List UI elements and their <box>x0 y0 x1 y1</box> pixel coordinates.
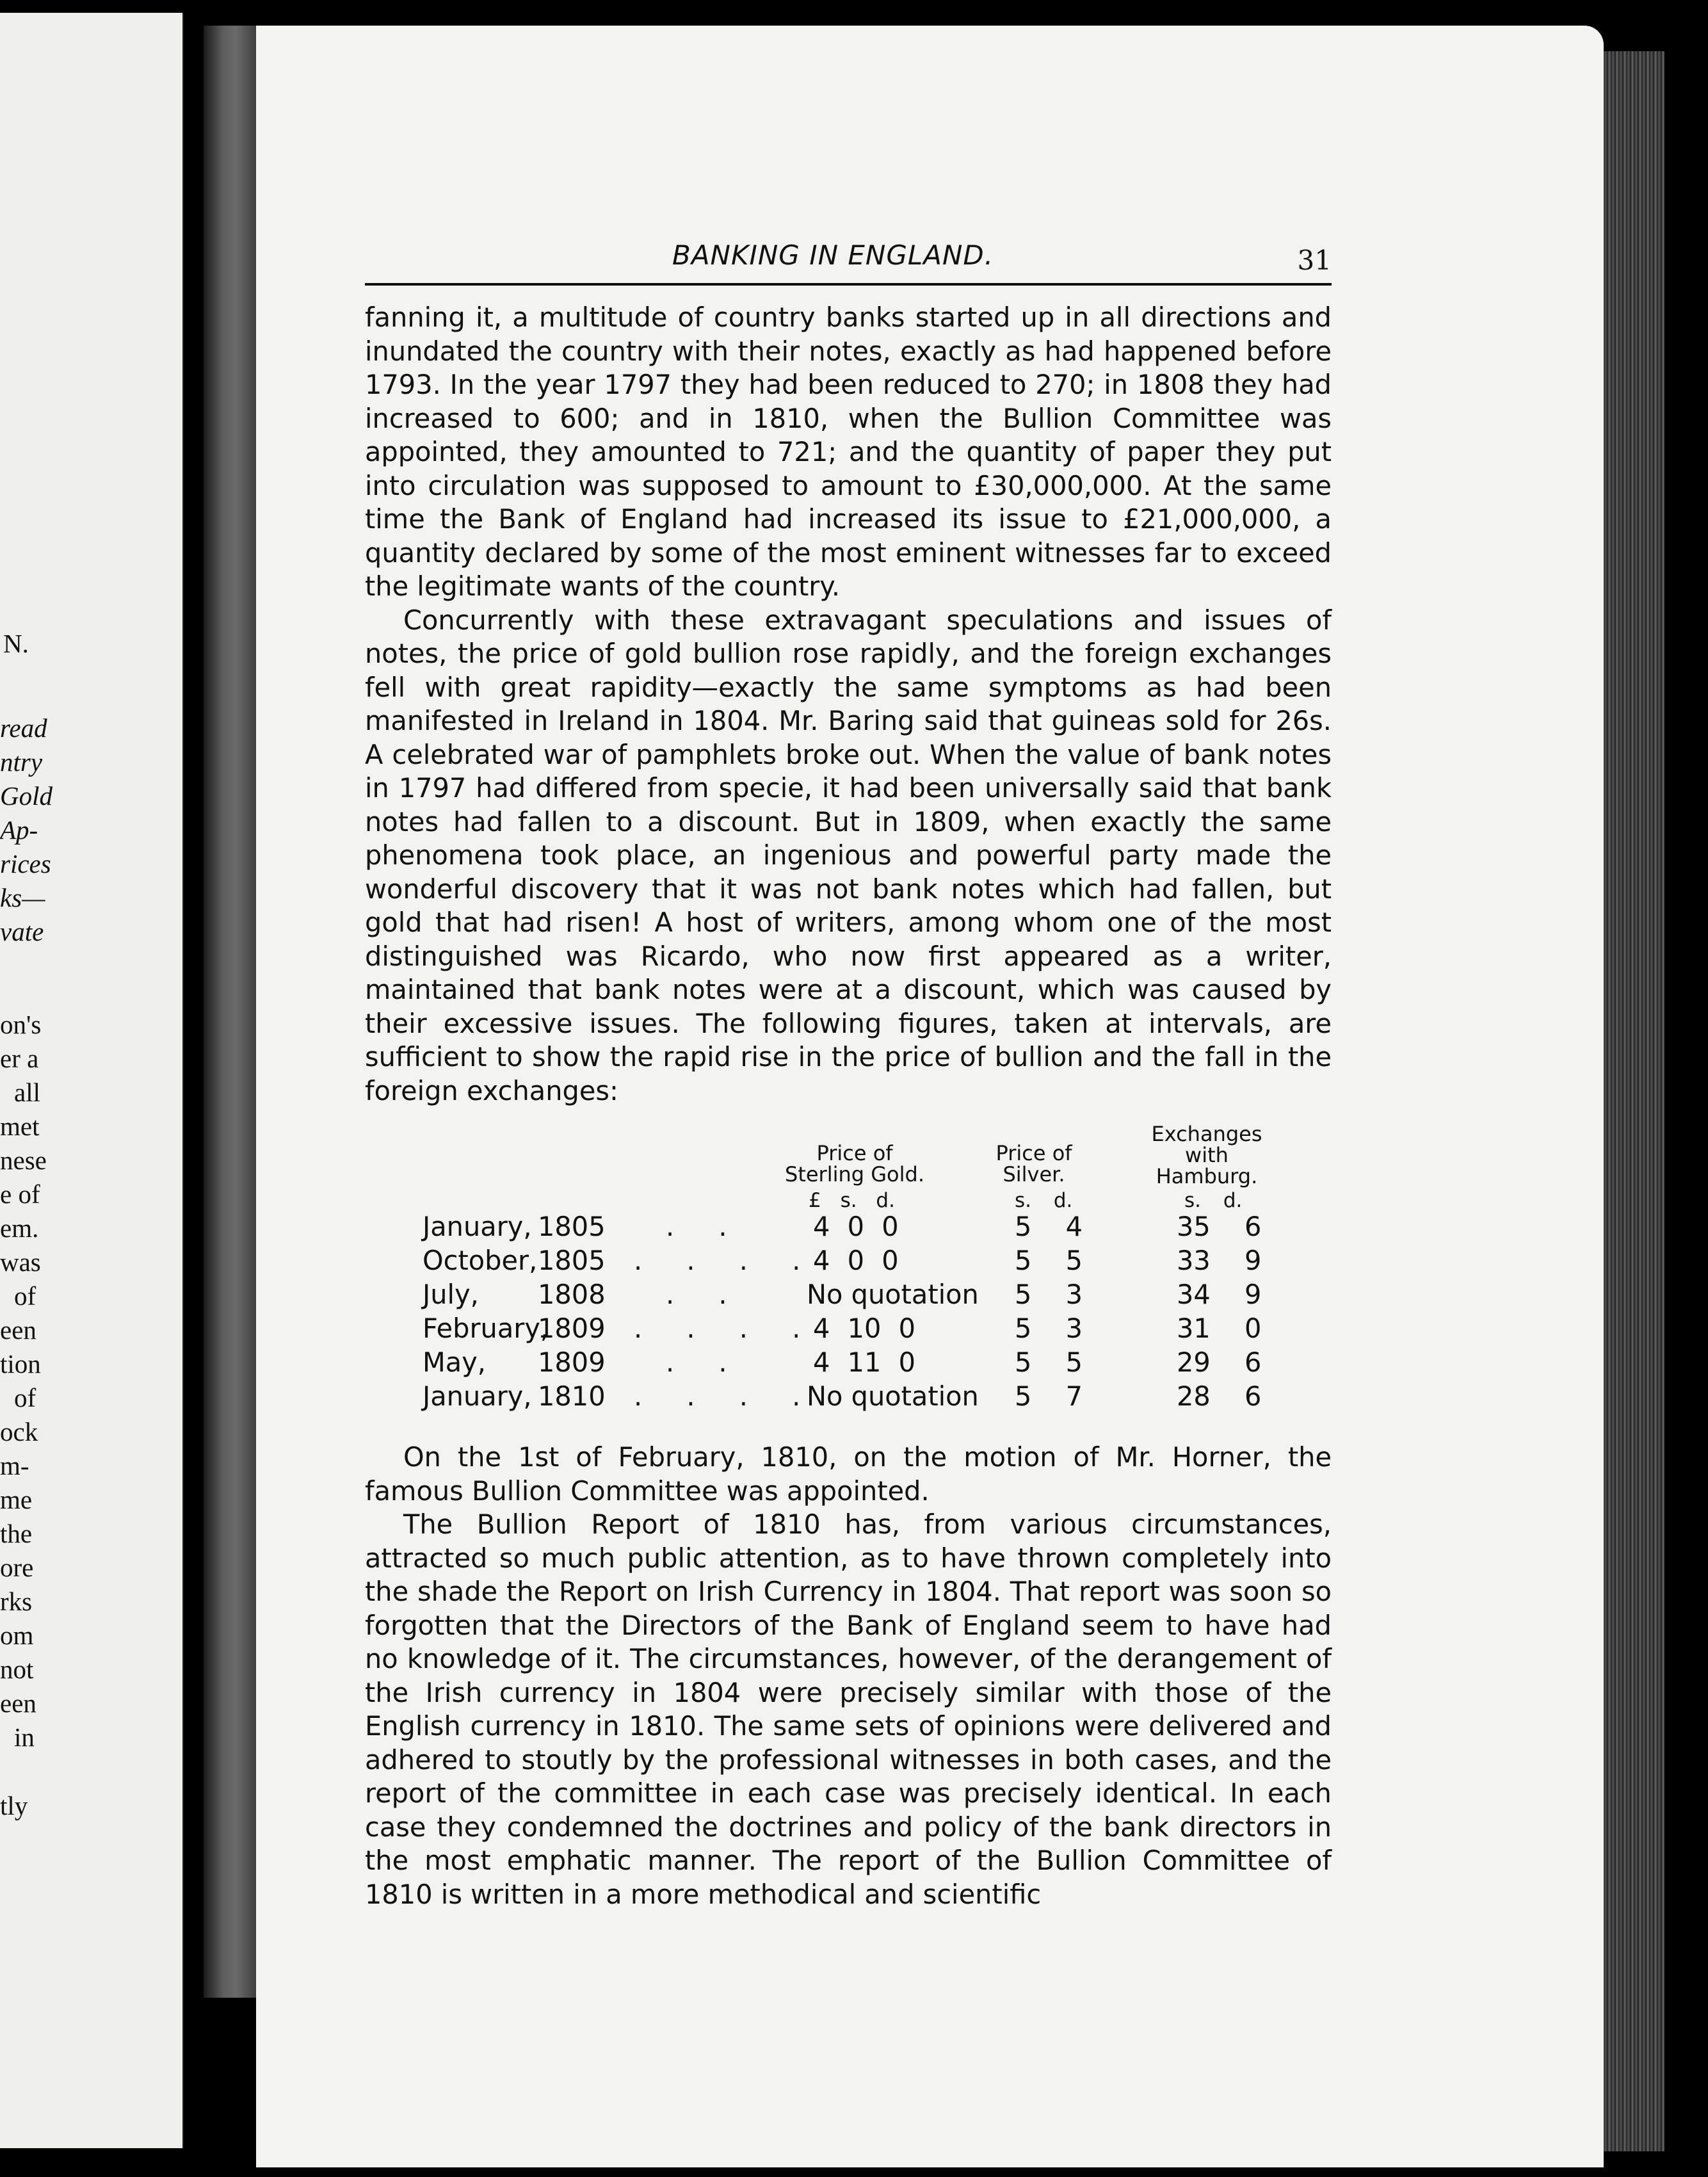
row-month: January, <box>423 1380 532 1412</box>
facing-page-fragment: e of <box>0 1179 40 1209</box>
header-hamburg: Exchanges with Hamburg. <box>1151 1122 1262 1188</box>
row-year: 1805 <box>538 1211 606 1242</box>
facing-page-fragment: ock <box>0 1417 38 1446</box>
row-dots: . . <box>666 1279 745 1310</box>
facing-page-fragment: m- <box>0 1451 29 1480</box>
running-head <box>365 239 1332 280</box>
units-hamburg: s. d. <box>1184 1189 1243 1212</box>
facing-page-fragment: ntry <box>0 747 43 777</box>
row-silver-price: 5 4 <box>1015 1211 1083 1242</box>
facing-page-fragment: Gold <box>0 781 52 811</box>
header-rule <box>365 283 1332 286</box>
table-row <box>365 1380 1332 1413</box>
facing-page-fragment: on's <box>0 1010 42 1039</box>
facing-page-fragment: tly <box>0 1791 28 1820</box>
row-silver-price: 5 7 <box>1015 1380 1083 1412</box>
facing-page-fragment: tion <box>0 1349 41 1379</box>
facing-page-fragment: rices <box>0 849 51 878</box>
facing-page-fragment: all <box>14 1078 40 1107</box>
facing-page-fragment: was <box>0 1247 41 1277</box>
row-silver-price: 5 5 <box>1015 1245 1083 1276</box>
row-silver-price: 5 5 <box>1015 1347 1083 1378</box>
row-year: 1809 <box>538 1347 606 1378</box>
row-year: 1809 <box>538 1313 606 1344</box>
facing-page-fragment: of <box>14 1281 36 1311</box>
table-row <box>365 1210 1332 1243</box>
row-gold-price: No quotation <box>807 1279 979 1310</box>
row-month: January, <box>423 1211 532 1242</box>
row-year: 1805 <box>538 1245 606 1276</box>
table-row <box>365 1312 1332 1345</box>
row-dots: . . <box>666 1347 745 1378</box>
facing-page-fragment: een <box>0 1315 36 1345</box>
facing-page-fragment: om <box>0 1621 34 1650</box>
book-gutter-shadow <box>204 26 258 1998</box>
row-year: 1808 <box>538 1279 606 1310</box>
row-silver-price: 5 3 <box>1015 1279 1083 1310</box>
row-hamburg-exchange: 34 9 <box>1177 1279 1262 1310</box>
facing-page-fragment: er a <box>0 1044 39 1073</box>
row-hamburg-exchange: 28 6 <box>1177 1380 1262 1412</box>
running-title: BANKING IN ENGLAND. <box>672 239 994 271</box>
facing-page-fragment: the <box>0 1519 33 1548</box>
row-hamburg-exchange: 33 9 <box>1177 1245 1262 1276</box>
row-gold-price: 4 0 0 <box>813 1245 899 1276</box>
facing-page-fragment: read <box>0 713 47 743</box>
row-year: 1810 <box>538 1380 606 1412</box>
row-gold-price: 4 10 0 <box>813 1313 915 1344</box>
table-row <box>365 1278 1332 1311</box>
facing-page-fragment: rks <box>0 1587 33 1616</box>
row-hamburg-exchange: 31 0 <box>1177 1313 1262 1344</box>
row-gold-price: 4 0 0 <box>813 1211 899 1242</box>
paragraph: fanning it, a multitude of country banks started up in all directions and inundated the country with their notes, exactly as had happened before 1793. In the year 1797 they had been reduced to 270; in 1808 they had increased to 600; and in 1810, when the Bullion Committee was appointed, they amounted to 721; and the quantity of paper they put into circulation was supposed to amount to £30,000,000. At the same time the Bank of England had increased its issue to £21,000,000, a quantity declared by some of the most eminent witnesses far to exceed the legitimate wants of the country. <box>365 302 1332 602</box>
header-silver: Price of Silver. <box>995 1141 1072 1186</box>
row-month: May, <box>423 1347 486 1378</box>
row-gold-price: No quotation <box>807 1380 979 1412</box>
facing-page-fragment: of <box>14 1383 36 1412</box>
facing-page-fragment: in <box>14 1722 35 1752</box>
header-gold: Price of Sterling Gold. <box>785 1141 924 1186</box>
row-silver-price: 5 3 <box>1015 1313 1083 1344</box>
row-dots: . . <box>666 1211 745 1242</box>
row-month: February, <box>423 1313 549 1344</box>
row-dots: . . . . <box>634 1313 819 1344</box>
facing-page-fragment: ks— <box>0 883 45 912</box>
facing-page-fragment: ore <box>0 1553 34 1582</box>
facing-page-fragment: not <box>0 1655 34 1684</box>
facing-page-fragment: me <box>0 1485 33 1514</box>
facing-page-fragment: Ap- <box>0 815 38 845</box>
row-month: July, <box>423 1279 479 1310</box>
facing-page-fragment: em. <box>0 1213 39 1243</box>
paragraph: Concurrently with these extravagant speculations and issues of notes, the price of gold bullion rose rapidly, and the foreign exchanges fell with great rapidity—exactly the same symptoms as had been manifested in Ireland in 1804. Mr. Baring said that guineas sold for 26s. A celebrated war of pamphlets broke out. When the value of bank notes in 1797 had differed from specie, it had been universally said that bank notes had fallen to a discount. But in 1809, when exactly the same phenomena took place, an ingenious and powerful party made the wonderful discovery that it was not bank notes which had fallen, but gold that had risen! A host of writers, among whom one of the most distinguished was Ricardo, who now first appeared as a writer, maintained that bank notes were at a discount, which was caused by their excessive issues. The following figures, taken at intervals, are sufficient to show the rapid rise in the price of bullion and the fall in the foreign exchanges: <box>365 604 1332 1106</box>
row-hamburg-exchange: 29 6 <box>1177 1347 1262 1378</box>
page-number: 31 <box>1297 245 1332 276</box>
paragraph: On the 1st of February, 1810, on the motion of Mr. Horner, the famous Bullion Committee was appointed. <box>365 1441 1332 1507</box>
units-gold: £ s. d. <box>809 1189 895 1212</box>
facing-page-fragment: vate <box>0 917 44 946</box>
facing-page-edge <box>0 13 184 2148</box>
bullion-price-table <box>365 1108 1332 1441</box>
paragraph: The Bullion Report of 1810 has, from various circumstances, attracted so much public attention, as to have thrown completely into the shade the Report on Irish Currency in 1804. That report was soon so forgotten that the Directors of the Bank of England seem to have had no knowledge of it. The circumstances, however, of the derangement of the Irish currency in 1804 were precisely similar with those of the English currency in 1810. The same sets of opinions were delivered and adhered to stoutly by the professional witnesses in both cases, and the report of the committee in each case was precisely identical. In each case they condemned the doctrines and policy of the bank directors in the most emphatic manner. The report of the Bullion Committee of 1810 is written in a more methodical and scientific <box>365 1509 1332 1910</box>
row-hamburg-exchange: 35 6 <box>1177 1211 1262 1242</box>
row-gold-price: 4 11 0 <box>813 1347 915 1378</box>
facing-page-fragment: nese <box>0 1145 47 1175</box>
facing-page-fragment: N. <box>3 629 29 658</box>
table-row <box>365 1346 1332 1379</box>
facing-page-fragment: een <box>0 1688 36 1718</box>
page-stack-edge <box>1604 51 1664 2151</box>
row-month: October, <box>423 1245 538 1276</box>
row-dots: . . . . <box>634 1245 819 1276</box>
row-dots: . . . . <box>634 1380 819 1412</box>
body-text <box>365 301 1332 1911</box>
table-row <box>365 1244 1332 1277</box>
units-silver: s. d. <box>1015 1189 1073 1212</box>
facing-page-fragment: met <box>0 1112 40 1141</box>
